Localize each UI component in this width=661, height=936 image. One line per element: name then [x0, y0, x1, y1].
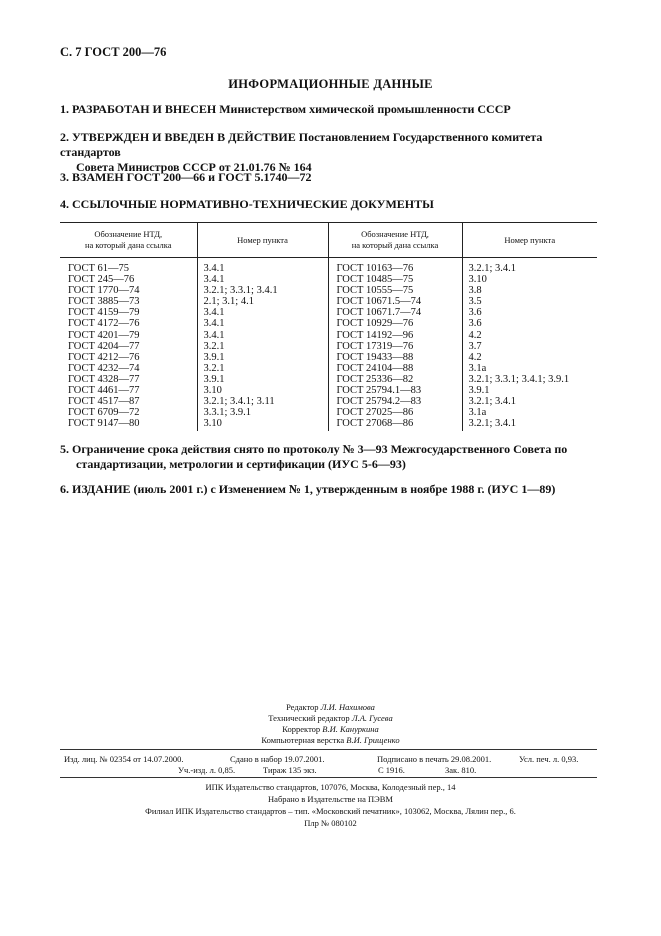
table-row — [60, 285, 597, 296]
credit-tech-editor: Технический редактор Л.А. Гусева — [268, 713, 393, 723]
publisher-block — [0, 781, 661, 829]
point-cell: 3.2.1; 3.4.1 — [468, 396, 517, 408]
table-row — [60, 318, 597, 329]
item-continuation: стандартизации, метрологии и сертификации (ИУС 5-6—93) — [76, 457, 406, 471]
imprint-code: С 1916. — [378, 765, 405, 775]
point-cell: 3.4.1 — [197, 274, 328, 285]
item-lead: Ограничение срока действия снято по протоколу № 3—93 Межгосударственного Совета по — [72, 442, 568, 456]
ntd-cell: ГОСТ 19433—88 — [328, 352, 462, 363]
point-cell: 3.10 — [197, 385, 328, 396]
imprint-ed-sheets: Уч.-изд. л. 0,85. — [178, 765, 236, 775]
point-cell: 3.5 — [468, 296, 482, 308]
point-cell: 3.2.1; 3.4.1 — [468, 418, 517, 430]
point-cell: 3.8 — [468, 285, 482, 297]
item-lead: ССЫЛОЧНЫЕ НОРМАТИВНО-ТЕХНИЧЕСКИЕ ДОКУМЕНТЫ — [72, 197, 434, 211]
credits-block — [0, 702, 661, 746]
point-cell: 3.6 — [468, 318, 482, 330]
publisher-line: Филиал ИПК Издательство стандартов – тип. «Московский печатник», 103062, Москва, Лялин пер., 6. — [145, 806, 516, 816]
col-header-point: Номер пункта — [462, 223, 597, 258]
item-lead: УТВЕРЖДЕН И ВВЕДЕН В ДЕЙСТВИЕ — [72, 130, 296, 144]
point-cell: 4.2 — [468, 351, 482, 363]
item-text: Министерством химической промышленности СССР — [219, 102, 511, 116]
point-cell: 3.2.1; 3.3.1; 3.4.1; 3.9.1 — [468, 373, 570, 385]
table-row — [60, 330, 597, 341]
point-cell: 3.9.1 — [197, 352, 328, 363]
ntd-cell: ГОСТ 3885—73 — [60, 296, 197, 307]
point-cell: 3.2.1; 3.4.1 — [468, 263, 517, 274]
item-4 — [60, 197, 605, 212]
table-row — [60, 385, 597, 396]
point-cell: 3.6 — [468, 307, 482, 319]
table-row — [60, 352, 597, 363]
page-title: ИНФОРМАЦИОННЫЕ ДАННЫЕ — [228, 77, 433, 91]
point-cell: 3.2.1; 3.3.1; 3.4.1 — [197, 285, 328, 296]
imprint-sheets: Усл. печ. л. 0,93. — [519, 754, 579, 764]
point-cell: 4.2 — [468, 329, 482, 341]
ntd-cell: ГОСТ 10485—75 — [328, 274, 462, 285]
credit-editor: Редактор Л.И. Нахимова — [286, 702, 375, 712]
table-row — [60, 258, 597, 275]
imprint-run: Тираж 135 экз. — [263, 765, 317, 775]
divider-top — [60, 749, 597, 750]
ntd-cell: ГОСТ 10671.5—74 — [328, 296, 462, 307]
imprint-order: Зак. 810. — [445, 765, 477, 775]
col-header-ntd: Обозначение НТД, на который дана ссылка — [328, 223, 462, 258]
ntd-cell: ГОСТ 10671.7—74 — [328, 307, 462, 318]
ntd-cell: ГОСТ 27025—86 — [328, 407, 462, 418]
ntd-cell: ГОСТ 61—75 — [60, 258, 197, 275]
table-row — [60, 296, 597, 307]
item-6 — [60, 482, 605, 497]
imprint-print-signed: Подписано в печать 29.08.2001. — [377, 754, 492, 764]
reference-documents-table — [60, 222, 597, 431]
ntd-cell: ГОСТ 4461—77 — [60, 385, 197, 396]
point-cell: 3.10 — [197, 418, 328, 431]
ntd-cell: ГОСТ 25336—82 — [328, 374, 462, 385]
item-number: 3. — [60, 170, 69, 184]
credit-proofreader: Корректор В.И. Кануркина — [282, 724, 379, 734]
ntd-cell: ГОСТ 10929—76 — [328, 318, 462, 329]
point-cell: 3.2.1; 3.4.1; 3.11 — [197, 396, 328, 407]
ntd-cell: ГОСТ 24104—88 — [328, 363, 462, 374]
item-lead: ИЗДАНИЕ (июль 2001 г.) с Изменением № 1, утвержденным в ноябре 1988 г. (ИУС 1—89) — [72, 482, 556, 496]
ntd-cell: ГОСТ 10163—76 — [328, 258, 462, 275]
ntd-cell: ГОСТ 4517—87 — [60, 396, 197, 407]
ntd-cell: ГОСТ 4328—77 — [60, 374, 197, 385]
point-cell: 3.4.1 — [197, 258, 328, 275]
ntd-cell: ГОСТ 17319—76 — [328, 341, 462, 352]
ntd-cell: ГОСТ 4172—76 — [60, 318, 197, 329]
item-number: 4. — [60, 197, 69, 211]
table-row — [60, 374, 597, 385]
publisher-line: ИПК Издательство стандартов, 107076, Москва, Колодезный пер., 14 — [205, 782, 456, 792]
publisher-line: Плр № 080102 — [304, 818, 357, 828]
ntd-cell: ГОСТ 4204—77 — [60, 341, 197, 352]
point-cell: 2.1; 3.1; 4.1 — [197, 296, 328, 307]
ntd-cell: ГОСТ 6709—72 — [60, 407, 197, 418]
table-row — [60, 407, 597, 418]
item-number: 2. — [60, 130, 69, 144]
table-row — [60, 363, 597, 374]
col-header-ntd: Обозначение НТД, на который дана ссылка — [60, 223, 197, 258]
item-continuation: Совета Министров СССР от 21.01.76 № 164 — [76, 160, 312, 174]
ntd-cell: ГОСТ 27068—86 — [328, 418, 462, 431]
point-cell: 3.4.1 — [197, 330, 328, 341]
ntd-cell: ГОСТ 4212—76 — [60, 352, 197, 363]
item-5 — [60, 442, 605, 472]
ntd-cell: ГОСТ 25794.2—83 — [328, 396, 462, 407]
item-lead: ВЗАМЕН ГОСТ 200—66 и ГОСТ 5.1740—72 — [72, 170, 312, 184]
table-header-row — [60, 223, 597, 258]
ntd-cell: ГОСТ 25794.1—83 — [328, 385, 462, 396]
point-cell: 3.10 — [468, 274, 487, 286]
table-row — [60, 341, 597, 352]
divider-bottom — [60, 777, 597, 778]
ntd-cell: ГОСТ 245—76 — [60, 274, 197, 285]
point-cell: 3.2.1 — [197, 341, 328, 352]
item-number: 1. — [60, 102, 69, 116]
table-row — [60, 396, 597, 407]
point-cell: 3.7 — [468, 340, 482, 352]
item-3 — [60, 170, 605, 185]
ntd-cell: ГОСТ 9147—80 — [60, 418, 197, 431]
publisher-line: Набрано в Издательстве на ПЭВМ — [268, 794, 393, 804]
point-cell: 3.9.1 — [197, 374, 328, 385]
item-number: 5. — [60, 442, 69, 456]
ntd-cell: ГОСТ 10555—75 — [328, 285, 462, 296]
point-cell: 3.2.1 — [197, 363, 328, 374]
item-lead: РАЗРАБОТАН И ВНЕСЕН — [72, 102, 217, 116]
point-cell: 3.4.1 — [197, 307, 328, 318]
ntd-cell: ГОСТ 14192—96 — [328, 330, 462, 341]
ntd-cell: ГОСТ 4201—79 — [60, 330, 197, 341]
ntd-cell: ГОСТ 4159—79 — [60, 307, 197, 318]
item-text: Постановлением Государственного комитета стандартов — [60, 130, 543, 159]
table-row — [60, 274, 597, 285]
item-1 — [60, 102, 605, 117]
table-row — [60, 307, 597, 318]
ntd-cell: ГОСТ 4232—74 — [60, 363, 197, 374]
ntd-cell: ГОСТ 1770—74 — [60, 285, 197, 296]
point-cell: 3.9.1 — [468, 385, 490, 397]
item-2 — [60, 130, 605, 175]
point-cell: 3.4.1 — [197, 318, 328, 329]
point-cell: 3.1а — [468, 362, 487, 374]
col-header-point: Номер пункта — [197, 223, 328, 258]
table-row — [60, 418, 597, 431]
imprint-typeset: Сдано в набор 19.07.2001. — [230, 754, 325, 764]
point-cell: 3.3.1; 3.9.1 — [197, 407, 328, 418]
point-cell: 3.1а — [468, 407, 487, 419]
imprint-license: Изд. лиц. № 02354 от 14.07.2000. — [64, 754, 184, 764]
credit-layout: Компьютерная верстка В.И. Грищенко — [261, 735, 400, 745]
item-number: 6. — [60, 482, 69, 496]
page-header: С. 7 ГОСТ 200—76 — [60, 45, 167, 59]
